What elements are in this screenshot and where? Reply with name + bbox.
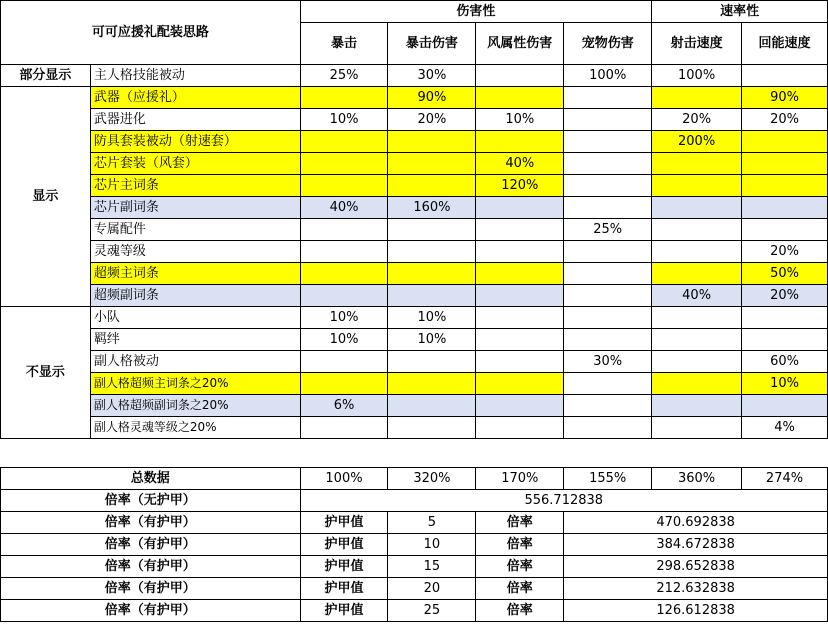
- row-label: 芯片主词条: [90, 175, 300, 197]
- cell: [564, 197, 652, 219]
- row-label: 武器进化: [90, 109, 300, 131]
- cell: [476, 219, 564, 241]
- cell: 30%: [388, 65, 476, 87]
- cell: [564, 329, 652, 351]
- armor-rate-label: 倍率（有护甲）: [1, 556, 301, 578]
- damage-group-header: 伤害性: [300, 1, 652, 23]
- armor-value: 10: [388, 534, 476, 556]
- rate-label: 倍率: [476, 578, 564, 600]
- cell: [300, 241, 388, 263]
- rate-label: 倍率: [476, 534, 564, 556]
- cell: [388, 241, 476, 263]
- cell: [564, 175, 652, 197]
- cell: 20%: [742, 285, 828, 307]
- cell: [388, 417, 476, 439]
- cell: [388, 153, 476, 175]
- table-title: 可可应援礼配装思路: [1, 1, 301, 65]
- table-row: [1, 351, 828, 373]
- table-row: [1, 87, 828, 109]
- cell: [652, 241, 742, 263]
- cell: 10%: [300, 329, 388, 351]
- cell: [476, 329, 564, 351]
- col-header-fire-rate: 射击速度: [652, 23, 742, 65]
- row-label: 主人格技能被动: [90, 65, 300, 87]
- col-header-energy-rate: 回能速度: [742, 23, 828, 65]
- row-label: 防具套装被动（射速套）: [90, 131, 300, 153]
- section-label-shown: 显示: [1, 87, 91, 307]
- cell: 25%: [300, 65, 388, 87]
- armor-value-label: 护甲值: [300, 556, 388, 578]
- cell: 30%: [564, 351, 652, 373]
- col-header-crit-damage: 暴击伤害: [388, 23, 476, 65]
- cell: [388, 219, 476, 241]
- total-cell: 320%: [388, 468, 476, 490]
- cell: [300, 131, 388, 153]
- table-row: [1, 263, 828, 285]
- armor-rate-row: [1, 512, 828, 534]
- table-row: [1, 65, 828, 87]
- cell: [742, 395, 828, 417]
- cell: 200%: [652, 131, 742, 153]
- cell: [300, 417, 388, 439]
- row-label: 芯片副词条: [90, 197, 300, 219]
- cell: 60%: [742, 351, 828, 373]
- cell: [564, 307, 652, 329]
- table-row: [1, 175, 828, 197]
- cell: [476, 263, 564, 285]
- cell: 90%: [742, 87, 828, 109]
- cell: [652, 197, 742, 219]
- table-row: [1, 219, 828, 241]
- armor-value-label: 护甲值: [300, 512, 388, 534]
- row-label: 副人格超频主词条之20%: [90, 373, 300, 395]
- cell: [476, 65, 564, 87]
- armor-value-label: 护甲值: [300, 578, 388, 600]
- table-row: [1, 153, 828, 175]
- cell: [476, 131, 564, 153]
- cell: [564, 417, 652, 439]
- cell: [652, 373, 742, 395]
- cell: [564, 395, 652, 417]
- rate-value: 126.612838: [564, 600, 828, 622]
- cell: [742, 65, 828, 87]
- cell: [476, 197, 564, 219]
- rate-value: 384.672838: [564, 534, 828, 556]
- cell: [652, 307, 742, 329]
- cell: [388, 285, 476, 307]
- cell: [652, 263, 742, 285]
- cell: [564, 285, 652, 307]
- row-label: 小队: [90, 307, 300, 329]
- rate-no-armor-label: 倍率（无护甲）: [1, 490, 301, 512]
- cell: [564, 109, 652, 131]
- row-label: 超频主词条: [90, 263, 300, 285]
- cell: [388, 263, 476, 285]
- total-cell: 274%: [742, 468, 828, 490]
- cell: 20%: [742, 109, 828, 131]
- cell: [652, 153, 742, 175]
- cell: 10%: [476, 109, 564, 131]
- cell: [742, 219, 828, 241]
- table-row: [1, 197, 828, 219]
- row-label: 副人格灵魂等级之20%: [90, 417, 300, 439]
- cell: [564, 87, 652, 109]
- cell: [476, 307, 564, 329]
- cell: 120%: [476, 175, 564, 197]
- rate-value: 470.692838: [564, 512, 828, 534]
- armor-value: 5: [388, 512, 476, 534]
- rate-label: 倍率: [476, 600, 564, 622]
- armor-rate-row: [1, 600, 828, 622]
- cell: 40%: [300, 197, 388, 219]
- col-header-pet-damage: 宠物伤害: [564, 23, 652, 65]
- cell: [652, 351, 742, 373]
- cell: [476, 417, 564, 439]
- cell: 20%: [388, 109, 476, 131]
- cell: 10%: [300, 307, 388, 329]
- col-header-wind-damage: 风属性伤害: [476, 23, 564, 65]
- cell: 10%: [742, 373, 828, 395]
- cell: [300, 175, 388, 197]
- summary-table: [0, 467, 828, 622]
- cell: 50%: [742, 263, 828, 285]
- table-row: [1, 241, 828, 263]
- cell: 40%: [476, 153, 564, 175]
- table-row: [1, 109, 828, 131]
- cell: 40%: [652, 285, 742, 307]
- cell: [742, 197, 828, 219]
- cell: [652, 395, 742, 417]
- col-header-crit: 暴击: [300, 23, 388, 65]
- total-cell: 155%: [564, 468, 652, 490]
- cell: [388, 373, 476, 395]
- table-row: [1, 373, 828, 395]
- total-cell: 170%: [476, 468, 564, 490]
- cell: 10%: [388, 329, 476, 351]
- cell: [564, 131, 652, 153]
- armor-rate-row: [1, 534, 828, 556]
- rate-group-header: 速率性: [652, 1, 828, 23]
- armor-rate-label: 倍率（有护甲）: [1, 578, 301, 600]
- cell: [300, 263, 388, 285]
- cell: [476, 395, 564, 417]
- cell: 4%: [742, 417, 828, 439]
- cell: [652, 175, 742, 197]
- armor-value-label: 护甲值: [300, 534, 388, 556]
- cell: 6%: [300, 395, 388, 417]
- cell: [300, 285, 388, 307]
- total-cell: 100%: [300, 468, 388, 490]
- armor-rate-row: [1, 578, 828, 600]
- cell: [388, 351, 476, 373]
- cell: [300, 87, 388, 109]
- row-label: 副人格被动: [90, 351, 300, 373]
- cell: [652, 329, 742, 351]
- rate-no-armor-row: [1, 490, 828, 512]
- rate-label: 倍率: [476, 512, 564, 534]
- row-label: 专属配件: [90, 219, 300, 241]
- cell: [300, 219, 388, 241]
- cell: [742, 175, 828, 197]
- row-label: 芯片套装（风套）: [90, 153, 300, 175]
- rate-label: 倍率: [476, 556, 564, 578]
- table-row: [1, 307, 828, 329]
- cell: 10%: [300, 109, 388, 131]
- cell: 10%: [388, 307, 476, 329]
- row-label: 超频副词条: [90, 285, 300, 307]
- armor-rate-label: 倍率（有护甲）: [1, 534, 301, 556]
- table-row: [1, 395, 828, 417]
- row-label: 羁绊: [90, 329, 300, 351]
- totals-label: 总数据: [1, 468, 301, 490]
- armor-rate-row: [1, 556, 828, 578]
- cell: 100%: [652, 65, 742, 87]
- section-label-partial: 部分显示: [1, 65, 91, 87]
- cell: [476, 241, 564, 263]
- cell: [652, 417, 742, 439]
- rate-no-armor-value: 556.712838: [300, 490, 827, 512]
- cell: 160%: [388, 197, 476, 219]
- table-row: [1, 285, 828, 307]
- cell: [564, 153, 652, 175]
- cell: [742, 153, 828, 175]
- cell: 100%: [564, 65, 652, 87]
- cell: [652, 87, 742, 109]
- cell: [564, 241, 652, 263]
- armor-rate-label: 倍率（有护甲）: [1, 512, 301, 534]
- table-row: [1, 329, 828, 351]
- cell: [476, 373, 564, 395]
- cell: [476, 87, 564, 109]
- row-label: 灵魂等级: [90, 241, 300, 263]
- row-label: 武器（应援礼）: [90, 87, 300, 109]
- rate-value: 212.632838: [564, 578, 828, 600]
- cell: [742, 307, 828, 329]
- totals-row: [1, 468, 828, 490]
- cell: [300, 351, 388, 373]
- cell: [476, 351, 564, 373]
- cell: [742, 329, 828, 351]
- cell: 20%: [742, 241, 828, 263]
- armor-value: 15: [388, 556, 476, 578]
- cell: [476, 285, 564, 307]
- row-label: 副人格超频副词条之20%: [90, 395, 300, 417]
- cell: [564, 373, 652, 395]
- armor-value: 20: [388, 578, 476, 600]
- cell: 20%: [652, 109, 742, 131]
- cell: [388, 395, 476, 417]
- cell: [652, 219, 742, 241]
- table-row: [1, 131, 828, 153]
- armor-value: 25: [388, 600, 476, 622]
- armor-value-label: 护甲值: [300, 600, 388, 622]
- armor-rate-label: 倍率（有护甲）: [1, 600, 301, 622]
- cell: [300, 153, 388, 175]
- total-cell: 360%: [652, 468, 742, 490]
- cell: [388, 175, 476, 197]
- cell: [742, 131, 828, 153]
- rate-value: 298.652838: [564, 556, 828, 578]
- cell: [388, 131, 476, 153]
- cell: [564, 263, 652, 285]
- cell: 25%: [564, 219, 652, 241]
- table-row: [1, 417, 828, 439]
- cell: [300, 373, 388, 395]
- section-label-hidden: 不显示: [1, 307, 91, 439]
- cell: 90%: [388, 87, 476, 109]
